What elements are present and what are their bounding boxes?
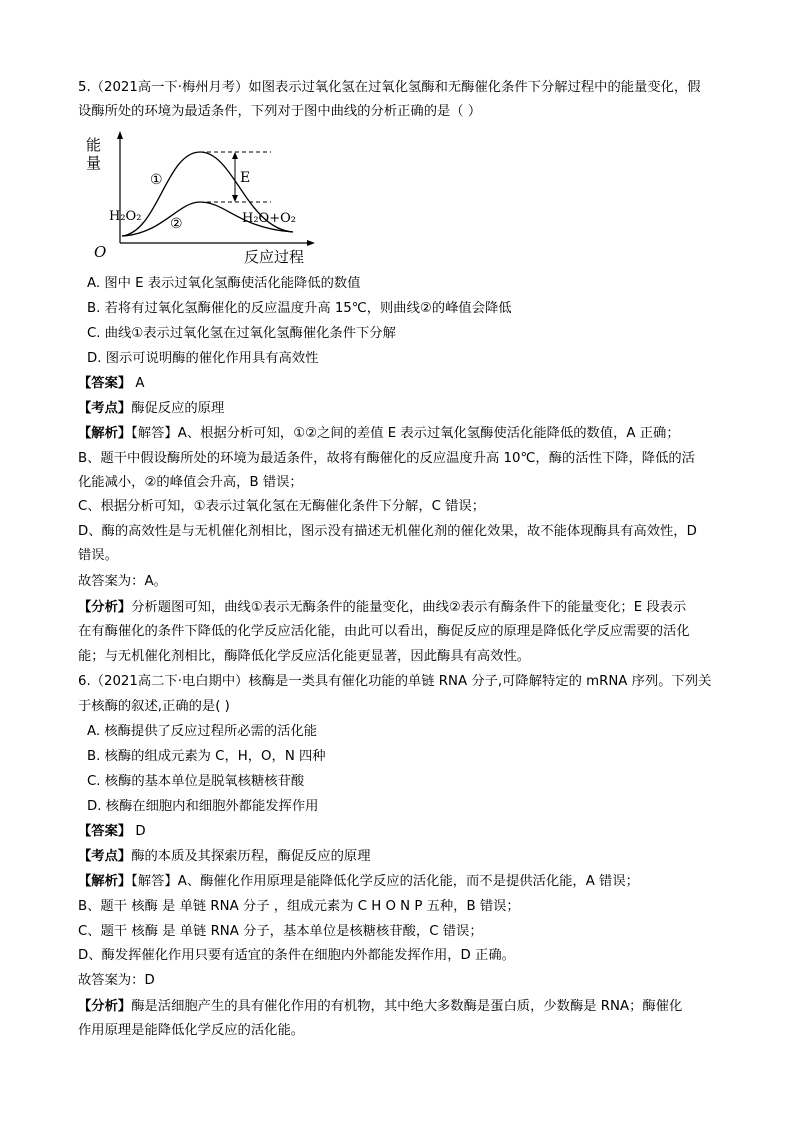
energy-diagram <box>78 128 318 268</box>
analysis-tag: 【解析】 <box>78 426 132 441</box>
reactant-label: H₂O₂ <box>109 209 142 224</box>
q5-point <box>78 399 224 419</box>
answer-value: A <box>131 376 145 391</box>
q5-fenxi-line3: 能；与无机催化剂相比，酶降低化学反应活化能更显著，因此酶具有高效性。 <box>78 649 531 664</box>
e-label: E <box>240 170 251 186</box>
q6-final: 故答案为：D <box>78 973 155 988</box>
q5-stem-line1: 5.（2021高一下·梅州月考）如图表示过氧化氢在过氧化氢酶和无酶催化条件下分解过程中的能量变化，假 <box>78 80 701 95</box>
q6-stem-line2: 于核酶的叙述,正确的是( ) <box>78 699 230 714</box>
q5-option-a: A. 图中 E 表示过氧化氢酶使活化能降低的数值 <box>87 276 361 291</box>
q6-fenxi-line1 <box>78 997 682 1017</box>
fenxi-tag: 【分析】 <box>78 600 132 615</box>
q5-stem-line2: 设酶所处的环境为最适条件，下列对于图中曲线的分析正确的是（ ） <box>78 104 482 119</box>
y-axis-label-bottom: 量 <box>86 154 102 172</box>
x-axis-arrow <box>307 240 315 246</box>
fenxi-text: 酶是活细胞产生的具有催化作用的有机物，其中绝大多数酶是蛋白质，少数酶是 RNA；酶催化 <box>131 999 683 1014</box>
answer-tag: 【答案】 <box>78 376 132 391</box>
q6-stem-line1: 6.（2021高二下·电白期中）核酶是一类具有催化功能的单链 RNA 分子,可降解特定的 mRNA 序列。下列关 <box>78 674 712 689</box>
q6-option-d: D. 核酶在细胞内和细胞外都能发挥作用 <box>87 799 319 814</box>
q5-analysis-line5: D、酶的高效性是与无机催化剂相比，图示没有描述无机催化剂的催化效果，故不能体现酶具有高效性，D <box>78 524 697 539</box>
q6-option-b: B. 核酶的组成元素为 C，H，O，N 四种 <box>87 749 326 764</box>
q6-analysis-line2: B、题干 核酶 是 单链 RNA 分子 ，组成元素为 C H O N P 五种，B 错误； <box>78 899 520 914</box>
q6-option-a: A. 核酶提供了反应过程所必需的活化能 <box>87 724 318 739</box>
q5-fenxi-line2: 在有酶催化的条件下降低的化学反应活化能，由此可以看出，酶促反应的原理是降低化学反应需要的活化 <box>78 624 690 639</box>
origin-label: O <box>94 243 107 261</box>
q5-final: 故答案为：A。 <box>78 574 167 589</box>
q6-analysis-line4: D、酶发挥催化作用只要有适宜的条件在细胞内外都能发挥作用，D 正确。 <box>78 948 515 963</box>
q5-option-d: D. 图示可说明酶的催化作用具有高效性 <box>87 351 319 366</box>
q5-analysis-line3: 化能减小，②的峰值会升高，B 错误； <box>78 475 303 490</box>
analysis-text: 【解答】A、酶催化作用原理是能降低化学反应的活化能，而不是提供活化能，A 错误； <box>131 874 639 889</box>
analysis-text: 【解答】A、根据分析可知，①②之间的差值 E 表示过氧化氢酶使活化能降低的数值，A 正确； <box>131 426 680 441</box>
y-axis-arrow <box>117 131 123 139</box>
curve1-label: ① <box>150 172 163 188</box>
q5-analysis-line1 <box>78 424 680 444</box>
answer-value: D <box>131 824 146 839</box>
fenxi-tag: 【分析】 <box>78 999 132 1014</box>
fenxi-text: 分析题图可知，曲线①表示无酶条件的能量变化，曲线②表示有酶条件下的能量变化；E 段表示 <box>131 600 687 615</box>
point-tag: 【考点】 <box>78 401 132 416</box>
q6-option-c: C. 核酶的基本单位是脱氧核糖核苷酸 <box>87 774 305 789</box>
x-axis-label: 反应过程 <box>244 248 305 266</box>
q6-fenxi-line2: 作用原理是能降低化学反应的活化能。 <box>78 1023 305 1038</box>
q5-analysis-line2: B、题干中假设酶所处的环境为最适条件，故将有酶催化的反应温度升高 10℃，酶的活性下降，降低的活 <box>78 451 695 466</box>
point-tag: 【考点】 <box>78 849 132 864</box>
q6-point <box>78 847 371 867</box>
q5-analysis-line6: 错误。 <box>78 548 118 563</box>
q6-analysis-line1 <box>78 872 639 892</box>
q6-analysis-line3: C、题干 核酶 是 单链 RNA 分子，基本单位是核糖核苷酸，C 错误； <box>78 924 483 939</box>
curve2-label: ② <box>170 216 183 232</box>
q6-answer <box>78 822 146 842</box>
y-axis-label-top: 能 <box>86 136 102 154</box>
product-label: H₂O+O₂ <box>242 211 296 226</box>
q5-answer <box>78 374 145 394</box>
q5-option-c: C. 曲线①表示过氧化氢在过氧化氢酶催化条件下分解 <box>87 326 396 341</box>
q5-analysis-line4: C、根据分析可知，①表示过氧化氢在无酶催化条件下分解，C 错误； <box>78 499 486 514</box>
q5-option-b: B. 若将有过氧化氢酶催化的反应温度升高 15℃，则曲线②的峰值会降低 <box>87 301 512 316</box>
q5-fenxi-line1 <box>78 598 686 618</box>
answer-tag: 【答案】 <box>78 824 132 839</box>
analysis-tag: 【解析】 <box>78 874 132 889</box>
point-value: 酶的本质及其探索历程，酶促反应的原理 <box>131 849 371 864</box>
point-value: 酶促反应的原理 <box>131 401 225 416</box>
